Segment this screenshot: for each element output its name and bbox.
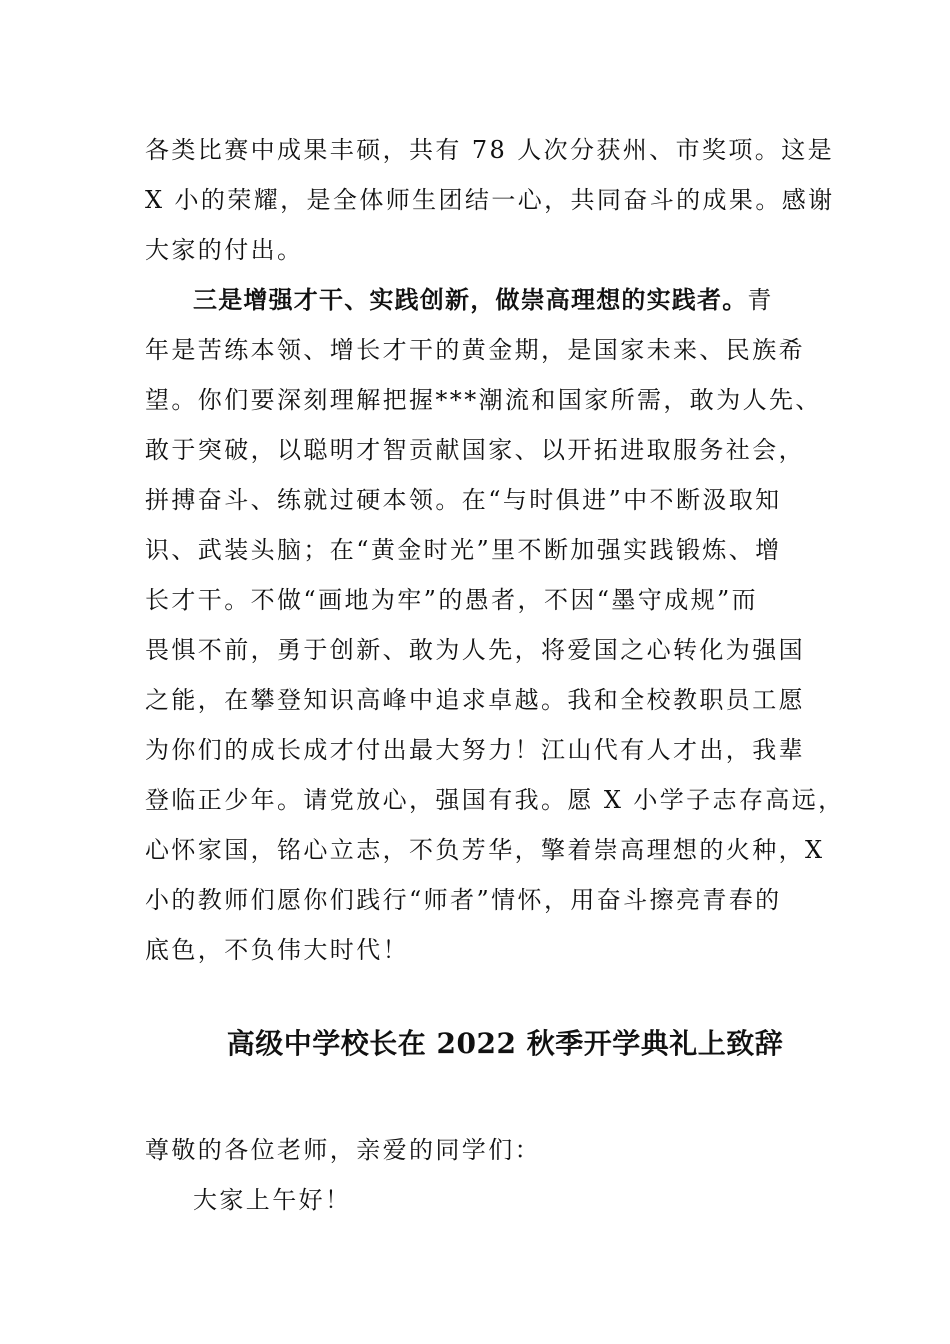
paragraph-2-line-4: 敢于突破，以聪明才智贡献国家、以开拓进取服务社会， <box>145 436 805 464</box>
paragraph-1-line-1: 各类比赛中成果丰硕，共有 78 人次分获州、市奖项。这是 <box>145 136 834 164</box>
speech-title: 高级中学校长在 2022 秋季开学典礼上致辞 <box>226 1027 784 1060</box>
paragraph-2-line-3: 望。你们要深刻理解把握***潮流和国家所需，敢为人先、 <box>145 386 822 414</box>
paragraph-2-line-12: 心怀家国，铭心立志，不负芳华，擎着崇高理想的火种，X <box>145 836 825 864</box>
paragraph-2-line-8: 畏惧不前，勇于创新、敢为人先，将爱国之心转化为强国 <box>145 636 805 664</box>
paragraph-2-line-14: 底色，不负伟大时代！ <box>145 936 409 964</box>
paragraph-1-line-3: 大家的付出。 <box>145 236 304 264</box>
section-heading: 三是增强才干、实践创新，做崇高理想的实践者。 <box>193 285 748 314</box>
paragraph-2-line-11: 登临正少年。请党放心，强国有我。愿 X 小学子志存高远， <box>145 786 845 814</box>
paragraph-2-first-line <box>193 284 774 316</box>
paragraph-2-line-9: 之能，在攀登知识高峰中追求卓越。我和全校教职员工愿 <box>145 686 805 714</box>
paragraph-2-line-5: 拼搏奋斗、练就过硬本领。在“与时俱进”中不断汲取知 <box>145 486 782 514</box>
paragraph-2-line-2: 年是苦练本领、增长才干的黄金期，是国家未来、民族希 <box>145 336 805 364</box>
speech-greeting: 大家上午好！ <box>193 1186 352 1214</box>
paragraph-2-line-6: 识、武装头脑；在“黄金时光”里不断加强实践锻炼、增 <box>145 536 782 564</box>
paragraph-1-line-2: X 小的荣耀，是全体师生团结一心，共同奋斗的成果。感谢 <box>145 186 835 214</box>
paragraph-2-line-13: 小的教师们愿你们践行“师者”情怀，用奋斗擦亮青春的 <box>145 886 782 914</box>
paragraph-2-line-7: 长才干。不做“画地为牢”的愚者，不因“墨守成规”而 <box>145 586 759 614</box>
speech-salutation: 尊敬的各位老师，亲爱的同学们： <box>145 1136 541 1164</box>
paragraph-2-line-10: 为你们的成长成才付出最大努力！江山代有人才出，我辈 <box>145 736 805 764</box>
paragraph-2-first-line-tail: 青 <box>747 286 774 314</box>
